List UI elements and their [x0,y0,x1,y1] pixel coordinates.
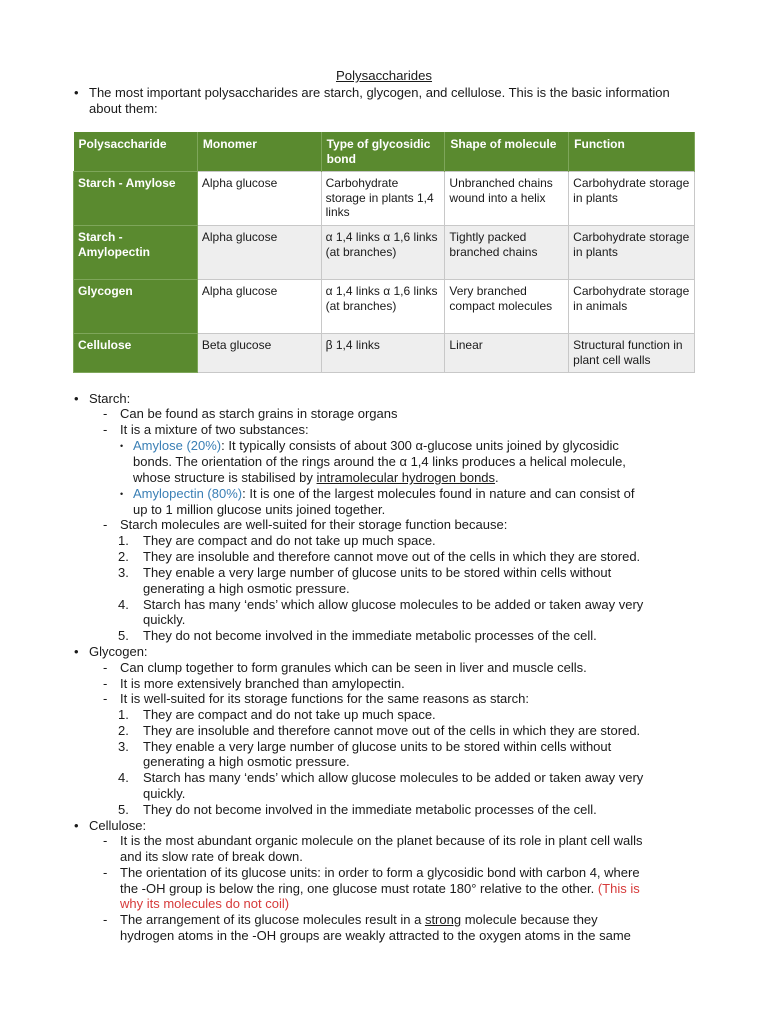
section-heading-glycogen: Glycogen: [89,644,148,659]
list-item-continuation: bonds. The orientation of the rings around the α 1,4 links produces a helical molecule, [133,454,626,469]
list-number: 5. [118,802,129,817]
section-heading-starch: Starch: [89,391,131,406]
dash-marker: - [103,865,108,880]
list-number: 2. [118,723,129,738]
table-row [74,334,695,373]
table-cell: Beta glucose [197,334,321,373]
amylopectin-text: : It is one of the largest molecules found in nature and can consist of [242,486,635,501]
cellulose-text: molecule because they [461,912,598,927]
list-item: Starch has many ‘ends’ which allow glucose molecules to be added or taken away very [143,770,644,785]
table-row [74,280,695,334]
list-item-continuation: up to 1 million glucose units joined together. [133,502,386,517]
list-item: They enable a very large number of glucose units to be stored within cells without [143,565,612,580]
list-number: 4. [118,597,129,612]
list-item: It is a mixture of two substances: [120,422,309,437]
list-item: It is well-suited for its storage functions for the same reasons as starch: [120,691,529,706]
table-cell: α 1,4 links α 1,6 links (at branches) [321,280,445,334]
cellulose-text: the -OH group is below the ring, one glucose must rotate 180° relative to the other. [120,881,598,896]
dash-marker: - [103,833,108,848]
list-item-continuation: generating a high osmotic pressure. [143,754,350,769]
table-row [74,226,695,280]
table-cell: Tightly packed branched chains [445,226,569,280]
table-header: Monomer [197,132,321,172]
dash-marker: - [103,517,108,532]
intro-text: The most important polysaccharides are starch, glycogen, and cellulose. This is the basic information about them: [89,85,670,116]
table-cell: Unbranched chains wound into a helix [445,172,569,226]
list-item: They are insoluble and therefore cannot move out of the cells in which they are stored. [143,723,641,738]
table-header: Type of glycosidic bond [321,132,445,172]
list-number: 4. [118,770,129,785]
list-item-continuation: hydrogen atoms in the -OH groups are weakly attracted to the oxygen atoms in the same [120,928,631,943]
table-cell: Alpha glucose [197,172,321,226]
table-header-row [74,132,695,172]
dash-marker: - [103,422,108,437]
table-row [74,172,695,226]
list-item [120,912,598,928]
table-cell: Structural function in plant cell walls [569,334,695,373]
list-item: It is more extensively branched than amylopectin. [120,676,405,691]
list-item: Can clump together to form granules which can be seen in liver and muscle cells. [120,660,587,675]
dash-marker: - [103,660,108,675]
amylose-text: . [495,470,499,485]
bullet-dot: • [74,644,79,659]
amylose-text: whose structure is stabilised by [133,470,317,485]
table-cell: Glycogen [74,280,198,334]
amylose-text: : It typically consists of about 300 α-glucose units joined by glycosidic [221,438,619,453]
list-number: 3. [118,565,129,580]
bullet-dot: • [74,85,79,100]
table-cell: Carbohydrate storage in plants [569,172,695,226]
red-note: (This is [597,881,640,896]
bullet-dot: • [120,489,124,499]
list-item: They are compact and do not take up much space. [143,707,436,722]
list-item-continuation: generating a high osmotic pressure. [143,581,350,596]
bullet-dot: • [74,818,79,833]
table-cell: Carbohydrate storage in plants [569,226,695,280]
list-item-continuation [133,470,499,486]
list-item: Starch molecules are well-suited for their storage function because: [120,517,508,532]
bullet-dot: • [120,441,124,451]
list-item: They do not become involved in the immediate metabolic processes of the cell. [143,802,597,817]
list-item-continuation: quickly. [143,612,186,627]
table-cell: Alpha glucose [197,226,321,280]
list-item: The orientation of its glucose units: in order to form a glycosidic bond with carbon 4, where [120,865,640,880]
list-number: 3. [118,739,129,754]
underlined-term: intramolecular hydrogen bonds [316,470,496,485]
table-cell: β 1,4 links [321,334,445,373]
list-item: They are insoluble and therefore cannot move out of the cells in which they are stored. [143,549,641,564]
table-cell: Carbohydrate storage in plants 1,4 links [321,172,445,226]
list-number: 5. [118,628,129,643]
table-cell: Alpha glucose [197,280,321,334]
list-item: Can be found as starch grains in storage organs [120,406,398,421]
dash-marker: - [103,691,108,706]
amylose-label: Amylose (20%) [133,438,222,453]
intro-bullet [74,85,694,116]
list-item-continuation: and its slow rate of break down. [120,849,303,864]
list-item-continuation [120,881,640,897]
list-number: 1. [118,533,129,548]
dash-marker: - [103,912,108,927]
dash-marker: - [103,676,108,691]
table-cell: Starch - Amylose [74,172,198,226]
dash-marker: - [103,406,108,421]
red-note-continuation: why its molecules do not coil) [120,896,290,911]
list-item: Starch has many ‘ends’ which allow glucose molecules to be added or taken away very [143,597,644,612]
table-cell: α 1,4 links α 1,6 links (at branches) [321,226,445,280]
list-item [133,438,619,454]
polysaccharide-table [73,132,695,373]
list-number: 1. [118,707,129,722]
table-cell: Linear [445,334,569,373]
bullet-dot: • [74,391,79,406]
table-cell: Very branched compact molecules [445,280,569,334]
list-item [133,486,635,502]
table-header: Function [569,132,695,172]
list-item: They do not become involved in the immediate metabolic processes of the cell. [143,628,597,643]
table-cell: Starch - Amylopectin [74,226,198,280]
underlined-term: strong [424,912,462,927]
list-item-continuation: quickly. [143,786,186,801]
table-cell: Cellulose [74,334,198,373]
table-header: Polysaccharide [74,132,198,172]
amylopectin-label: Amylopectin (80%) [133,486,243,501]
section-heading-cellulose: Cellulose: [89,818,147,833]
table-cell: Carbohydrate storage in animals [569,280,695,334]
table-header: Shape of molecule [445,132,569,172]
list-item: They are compact and do not take up much space. [143,533,436,548]
list-item: It is the most abundant organic molecule on the planet because of its role in plant cell walls [120,833,643,848]
list-number: 2. [118,549,129,564]
page-title: Polysaccharides [335,68,433,83]
list-item: They enable a very large number of glucose units to be stored within cells without [143,739,612,754]
cellulose-text: The arrangement of its glucose molecules result in a [120,912,425,927]
